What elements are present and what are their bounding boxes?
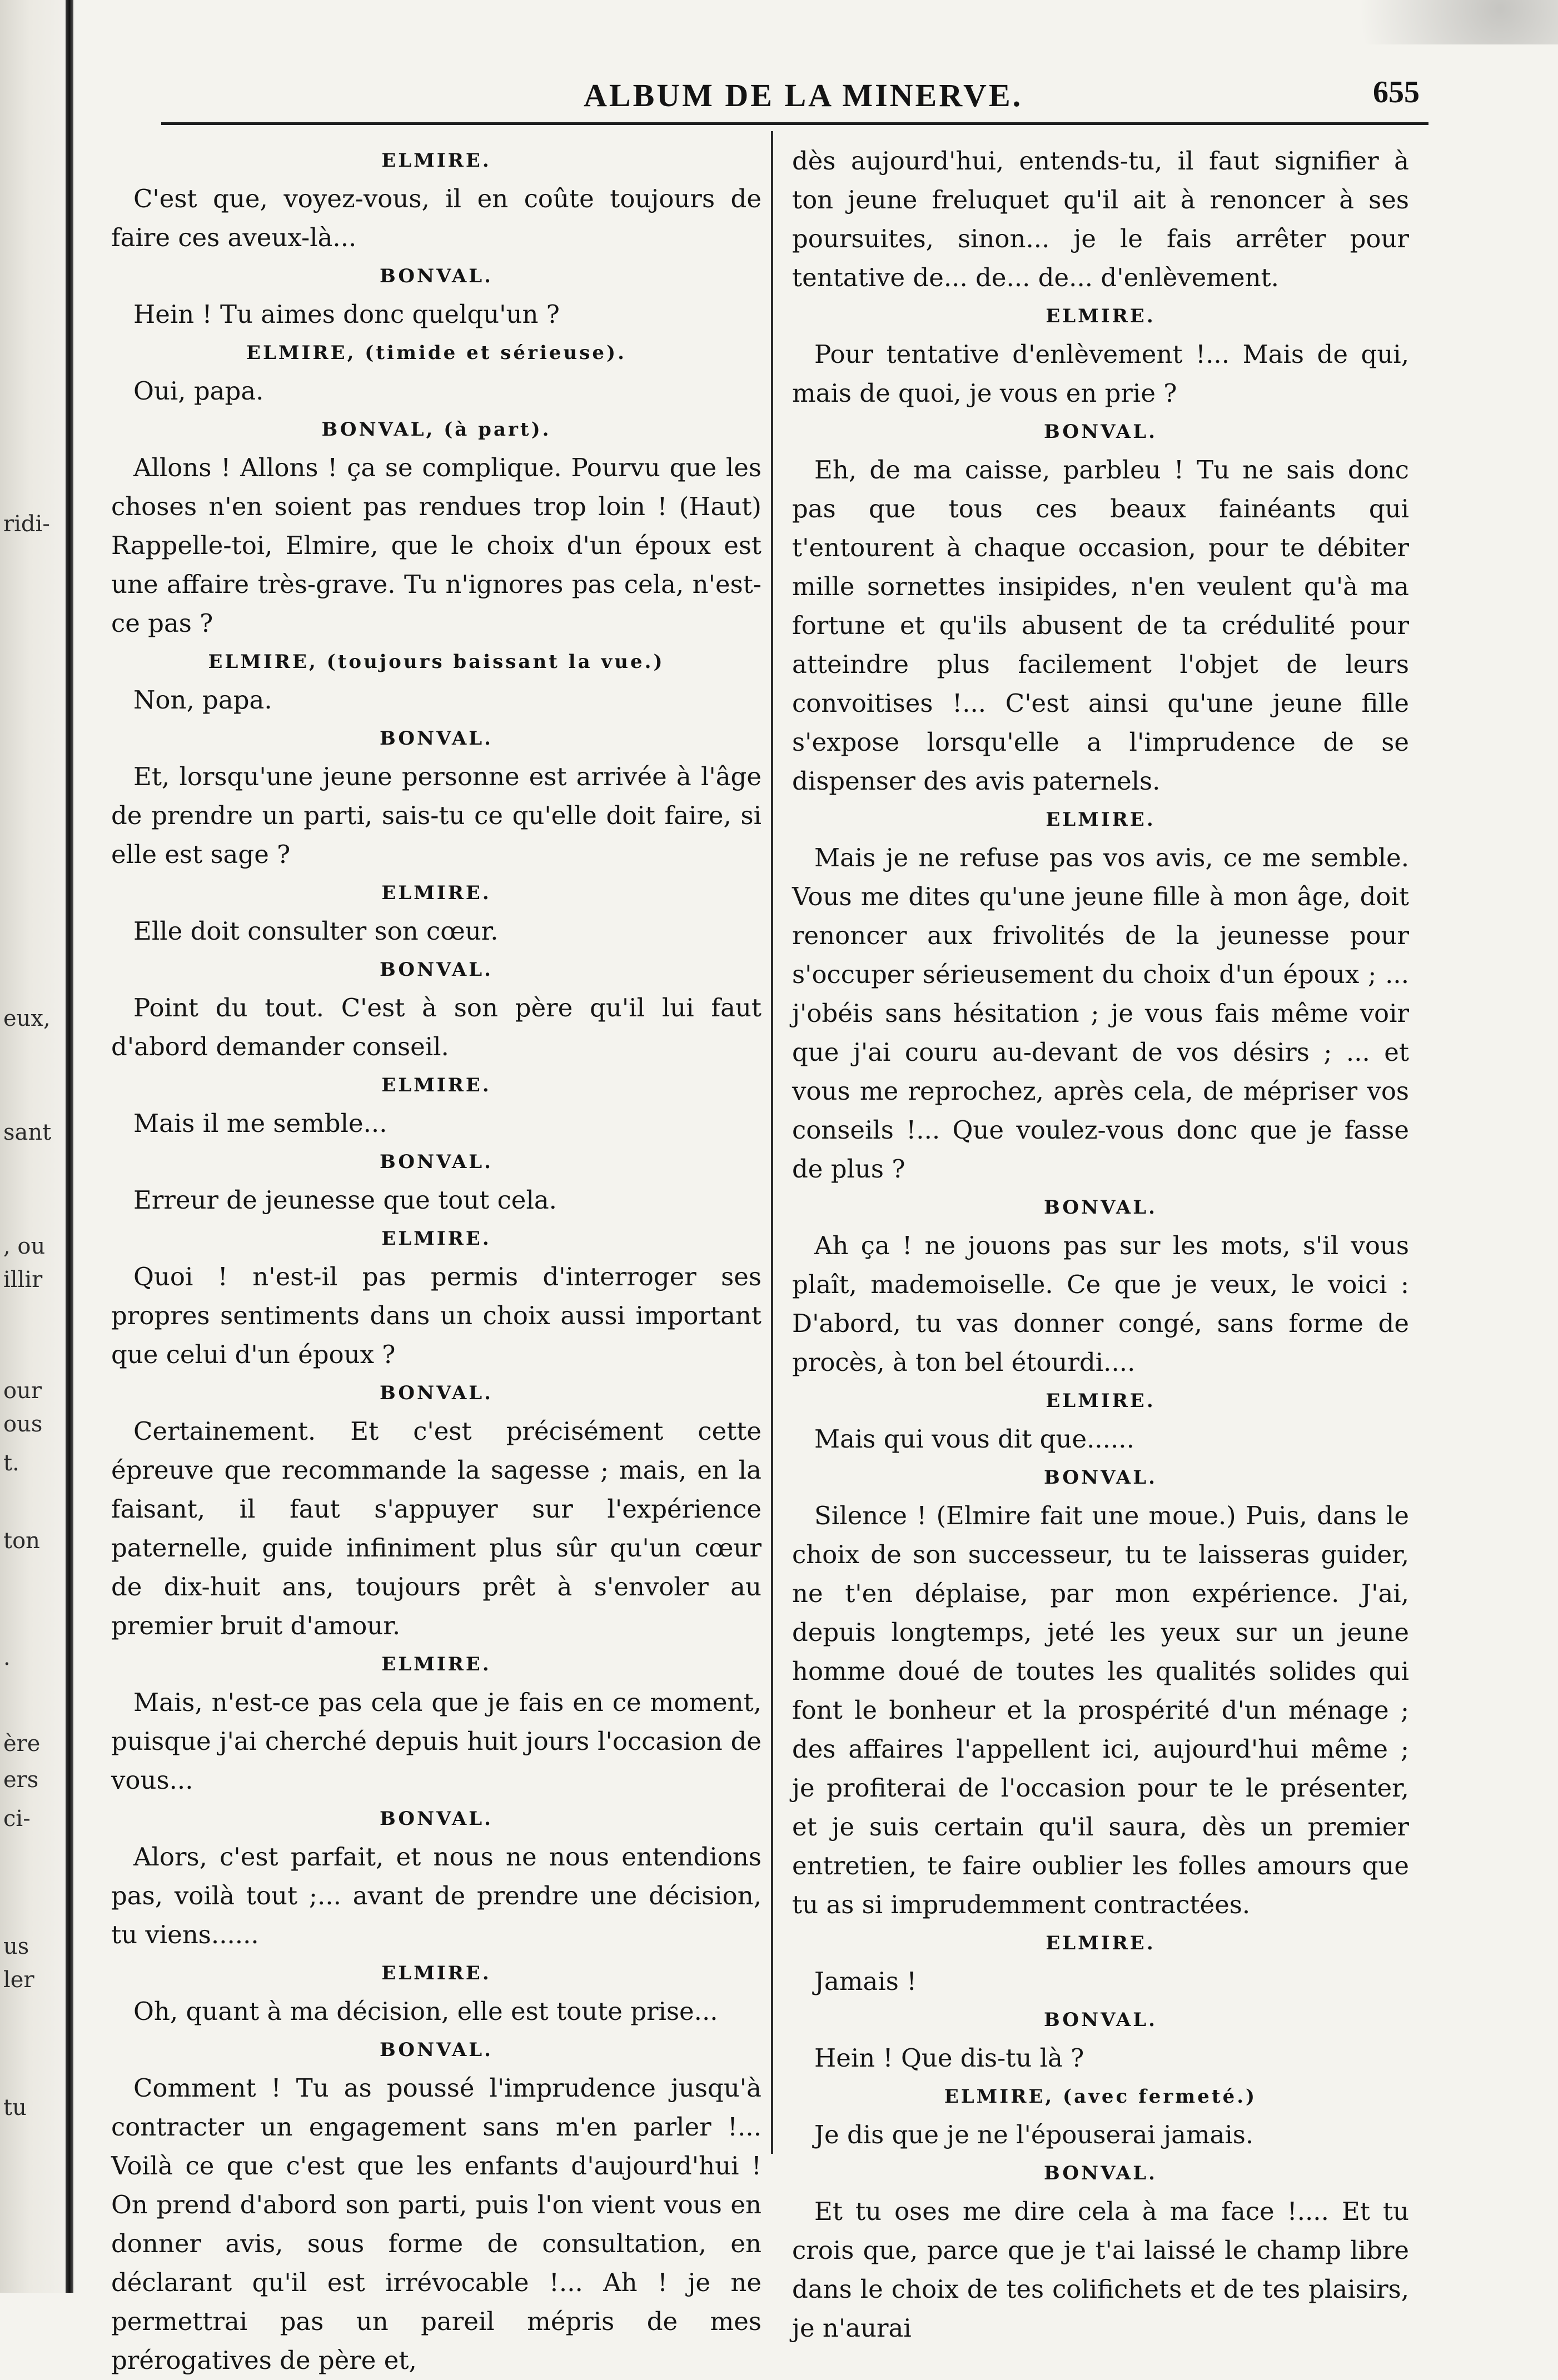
margin-fragment: us bbox=[3, 1934, 29, 1959]
dialogue-paragraph: Hein ! Tu aimes donc quelqu'un ? bbox=[133, 300, 560, 329]
dialogue-paragraph: Mais je ne refuse pas vos avis, ce me semble. Vous me dites qu'une jeune fille à mon âge, doit renoncer aux frivolités de la jeunesse pour s'occuper sérieusement du choix d'un époux ; ... j'obéis sans hésitation ; je vous fais même voir que j'ai couru au-devant de vos désirs ; ... et vous me reprochez, après cela, de mépriser vos conseils !... Que voulez-vous donc que je fasse de plus ? bbox=[792, 843, 1409, 1184]
speaker-label: BONVAL. bbox=[380, 1382, 493, 1404]
dialogue-paragraph: Point du tout. C'est à son père qu'il lui faut d'abord demander conseil. bbox=[111, 993, 761, 1061]
dialogue-paragraph: Et, lorsqu'une jeune personne est arrivée à l'âge de prendre un parti, sais-tu ce qu'elle doit faire, si elle est sage ? bbox=[111, 762, 761, 869]
speaker-label: ELMIRE. bbox=[381, 1653, 491, 1675]
margin-fragment: ridi- bbox=[3, 511, 50, 537]
page-speckle bbox=[1269, 0, 1558, 44]
dialogue-paragraph: Oh, quant à ma décision, elle est toute prise... bbox=[133, 1997, 718, 2026]
margin-fragment: sant bbox=[3, 1120, 52, 1145]
header-rule bbox=[161, 122, 1428, 125]
margin-fragment: ère bbox=[3, 1731, 41, 1757]
speaker-label: ELMIRE. bbox=[1046, 1390, 1156, 1412]
dialogue-paragraph: Silence ! (Elmire fait une moue.) Puis, dans le choix de son successeur, tu te laisseras guider, ne t'en déplaise, par mon expérience. J'ai, depuis longtemps, jeté les yeux sur un jeune homme doué de toutes les qualités solides qui font le bonheur et la prospérité d'un ménage ; des affaires l'appellent ici, aujourd'hui même ; je profiterai de l'occasion pour te le présenter, et je suis certain qu'il saura, dès un premier entretien, te faire oublier les folles amours que tu as si imprudemment contractées. bbox=[792, 1501, 1409, 1919]
speaker-label: ELMIRE. bbox=[381, 1962, 491, 1984]
speaker-label: BONVAL. bbox=[380, 959, 493, 981]
dialogue-paragraph: Mais qui vous dit que...... bbox=[814, 1424, 1134, 1454]
dialogue-paragraph: Et tu oses me dire cela à ma face !.... Et tu crois que, parce que je t'ai laissé le champ libre dans le choix de tes colifichets et de tes plaisirs, je n'aurai bbox=[792, 2197, 1409, 2343]
speaker-label: ELMIRE. bbox=[381, 1228, 491, 1250]
speaker-label: BONVAL. bbox=[1044, 2162, 1157, 2184]
page-number: 655 bbox=[1373, 75, 1420, 109]
speaker-label: ELMIRE, (avec fermeté.) bbox=[944, 2085, 1257, 2108]
dialogue-paragraph: Pour tentative d'enlèvement !... Mais de qui, mais de quoi, je vous en prie ? bbox=[792, 340, 1409, 408]
margin-fragment: our bbox=[3, 1378, 42, 1404]
margin-fragment: ton bbox=[3, 1528, 40, 1554]
running-title: ALBUM DE LA MINERVE. bbox=[584, 77, 1023, 113]
dialogue-paragraph: Jamais ! bbox=[814, 1967, 917, 1996]
margin-fragment: tu bbox=[3, 2095, 27, 2120]
column-divider bbox=[771, 131, 773, 2154]
dialogue-paragraph: C'est que, voyez-vous, il en coûte toujours de faire ces aveux-là... bbox=[111, 184, 761, 252]
dialogue-paragraph: Non, papa. bbox=[133, 685, 272, 715]
speaker-label: BONVAL, (à part). bbox=[321, 418, 551, 441]
speaker-label: ELMIRE. bbox=[381, 882, 491, 904]
dialogue-paragraph: Elle doit consulter son cœur. bbox=[133, 916, 499, 946]
speaker-label: BONVAL. bbox=[1044, 421, 1157, 443]
dialogue-paragraph: Hein ! Que dis-tu là ? bbox=[814, 2043, 1084, 2073]
dialogue-paragraph: Allons ! Allons ! ça se complique. Pourvu que les choses n'en soient pas rendues trop loin ! (Haut) Rappelle-toi, Elmire, que le choix d'un époux est une affaire très-grave. Tu n'ignores pas cela, n'est-ce pas ? bbox=[111, 453, 761, 638]
left-column bbox=[111, 142, 761, 2380]
dialogue-paragraph: Alors, c'est parfait, et nous ne nous entendions pas, voilà tout ;... avant de prendre une décision, tu viens...... bbox=[111, 1842, 761, 1949]
speaker-label: BONVAL. bbox=[380, 1151, 493, 1173]
speaker-label: BONVAL. bbox=[1044, 2009, 1157, 2031]
margin-fragment: eux, bbox=[3, 1006, 51, 1031]
dialogue-paragraph: Comment ! Tu as poussé l'imprudence jusqu'à contracter un engagement sans m'en parler !... Voilà ce que c'est que les enfants d'aujourd'hui ! On prend d'abord son parti, puis l'on vient vous en donner avis, sous forme de consultation, en déclarant qu'il est irrévocable !... Ah ! je ne permettrai pas un pareil mépris de mes prérogatives de père et, bbox=[111, 2073, 761, 2375]
margin-fragment: ous bbox=[3, 1411, 43, 1437]
speaker-label: ELMIRE. bbox=[1046, 305, 1156, 327]
speaker-label: ELMIRE, (toujours baissant la vue.) bbox=[208, 651, 665, 673]
margin-fragment: , ou bbox=[3, 1234, 46, 1259]
speaker-label: ELMIRE. bbox=[381, 149, 491, 172]
dialogue-paragraph: Quoi ! n'est-il pas permis d'interroger ses propres sentiments dans un choix aussi important que celui d'un époux ? bbox=[111, 1262, 761, 1369]
margin-fragment: . bbox=[3, 1645, 11, 1670]
margin-fragment: ler bbox=[3, 1967, 34, 1993]
speaker-label: BONVAL. bbox=[380, 1808, 493, 1830]
margin-fragment: illir bbox=[3, 1267, 43, 1293]
speaker-label: BONVAL. bbox=[380, 2039, 493, 2061]
speaker-label: BONVAL. bbox=[1044, 1196, 1157, 1219]
speaker-label: BONVAL. bbox=[380, 727, 493, 750]
dialogue-paragraph: Mais, n'est-ce pas cela que je fais en ce moment, puisque j'ai cherché depuis huit jours l'occasion de vous... bbox=[111, 1688, 761, 1795]
speaker-label: ELMIRE. bbox=[1046, 1932, 1156, 1954]
speaker-label: ELMIRE, (timide et sérieuse). bbox=[246, 342, 626, 364]
dialogue-paragraph: Eh, de ma caisse, parbleu ! Tu ne sais donc pas que tous ces beaux fainéants qui t'entourent à chaque occasion, pour te débiter mille sornettes insipides, n'en veulent qu'à ma fortune et qu'ils abusent de ta crédulité pour atteindre plus facilement l'objet de leurs convoitises !... C'est ainsi qu'une jeune fille s'expose lorsqu'elle a l'imprudence de se dispenser des avis paternels. bbox=[792, 455, 1409, 796]
speaker-label: ELMIRE. bbox=[1046, 809, 1156, 831]
dialogue-paragraph: Oui, papa. bbox=[133, 376, 264, 406]
dialogue-paragraph: Mais il me semble... bbox=[133, 1109, 387, 1138]
speaker-label: BONVAL. bbox=[380, 265, 493, 287]
dialogue-paragraph: Certainement. Et c'est précisément cette épreuve que recommande la sagesse ; mais, en la faisant, il faut s'appuyer sur l'expérience paternelle, guide infiniment plus sûr qu'un cœur de dix-huit ans, toujours prêt à s'envoler au premier bruit d'amour. bbox=[111, 1416, 761, 1640]
dialogue-paragraph: Erreur de jeunesse que tout cela. bbox=[133, 1185, 557, 1215]
speaker-label: BONVAL. bbox=[1044, 1466, 1157, 1489]
margin-fragment: ci- bbox=[3, 1806, 31, 1832]
dialogue-paragraph: Je dis que je ne l'épouserai jamais. bbox=[814, 2120, 1254, 2149]
right-column bbox=[792, 142, 1409, 2348]
dialogue-paragraph: Ah ça ! ne jouons pas sur les mots, s'il vous plaît, mademoiselle. Ce que je veux, le voici : D'abord, tu vas donner congé, sans forme de procès, à ton bel étourdi.... bbox=[792, 1231, 1409, 1377]
margin-fragment: t. bbox=[3, 1450, 19, 1476]
speaker-label: ELMIRE. bbox=[381, 1074, 491, 1096]
binding-shadow bbox=[66, 0, 73, 2293]
margin-fragment: ers bbox=[3, 1767, 39, 1793]
dialogue-paragraph: dès aujourd'hui, entends-tu, il faut signifier à ton jeune freluquet qu'il ait à renoncer à ses poursuites, sinon... je le fais arrêter pour tentative de... de... de... d'enlèvement. bbox=[792, 146, 1409, 292]
